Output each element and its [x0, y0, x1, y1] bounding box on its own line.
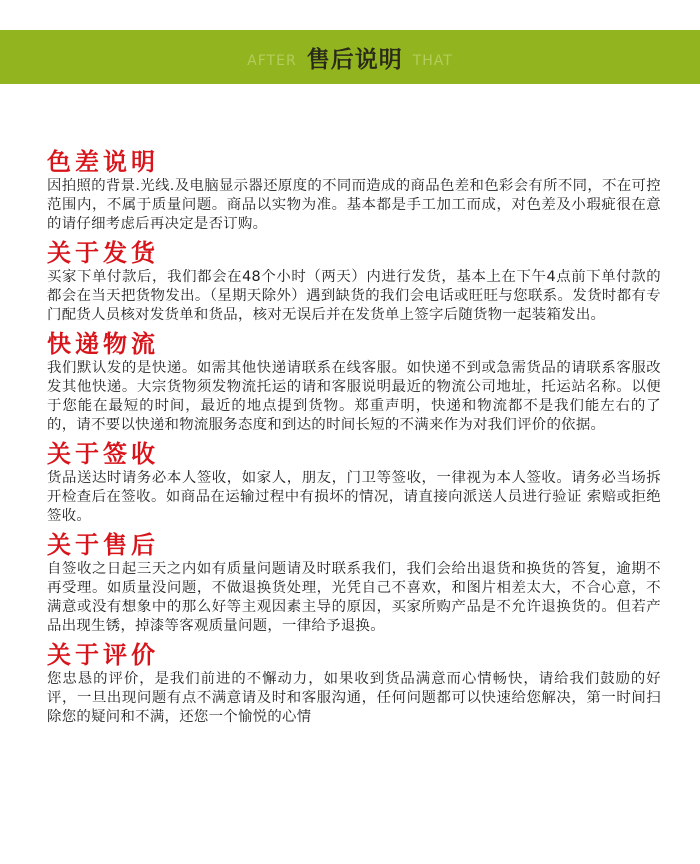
section-receipt	[47, 439, 661, 526]
section-after-sales	[47, 530, 661, 636]
page-title: 售后说明	[306, 45, 403, 73]
banner-that-text: THAT	[412, 53, 453, 69]
content	[47, 147, 661, 731]
section-title: 关于评价	[47, 641, 159, 669]
header-banner	[0, 30, 700, 84]
section-body: 货品送达时请务必本人签收，如家人，朋友，门卫等签收，一律视为本人签收。请务必当场拆开检查后在签收。如商品在运输过程中有损坏的情况，请直接向派送人员进行验证 索赔或拒绝签收。	[47, 470, 661, 524]
section-body: 自签收之日起三天之内如有质量问题请及时联系我们，我们会给出退货和换货的答复，逾期不再受理。如质量没问题，不做退换货处理，光凭自己不喜欢，和图片相差太大，不合心意，不满意或没有想象中的那么好等主观因素主导的原因，买家所购产品是不允许退换货的。但若产品出现生锈，掉漆等客观质量问题，一律给予退换。	[47, 561, 661, 634]
section-body: 因拍照的背景.光线.及电脑显示器还原度的不同而造成的商品色差和色彩会有所不同，不在可控范围内，不属于质量问题。商品以实物为准。基本都是手工加工而成，对色差及小瑕疵很在意的请仔细考虑后再决定是否订购。	[47, 178, 661, 232]
section-color-difference	[47, 147, 661, 234]
section-reviews	[47, 640, 661, 727]
section-title: 色差说明	[47, 148, 159, 176]
section-title: 关于发货	[47, 239, 159, 267]
banner-after-text: AFTER	[247, 53, 297, 69]
section-shipping	[47, 238, 661, 325]
section-body: 买家下单付款后，我们都会在48个小时（两天）内进行发货，基本上在下午4点前下单付款的都会在当天把货物发出。（星期天除外）遇到缺货的我们会电话或旺旺与您联系。发货时都有专门配货人员核对发货单和货品，核对无误后并在发货单上签字后随货物一起装箱发出。	[47, 269, 661, 323]
section-body: 您忠恳的评价，是我们前进的不懈动力，如果收到货品满意而心情畅快，请给我们鼓励的好评，一旦出现问题有点不满意请及时和客服沟通，任何问题都可以快速给您解决，第一时间扫除您的疑问和不满，还您一个愉悦的心情	[47, 671, 661, 725]
section-title: 关于售后	[47, 531, 159, 559]
section-body: 我们默认发的是快递。如需其他快递请联系在线客服。如快递不到或急需货品的请联系客服改发其他快递。大宗货物须发物流托运的请和客服说明最近的物流公司地址，托运站名称。以便于您能在最短的时间，最近的地点提到货物。郑重声明，快递和物流都不是我们能左右的了的，请不要以快递和物流服务态度和到达的时间长短的不满来作为对我们评价的依据。	[47, 360, 661, 433]
section-title: 关于签收	[47, 440, 159, 468]
section-title: 快递物流	[47, 330, 159, 358]
section-logistics	[47, 329, 661, 435]
banner-inner	[0, 30, 700, 84]
